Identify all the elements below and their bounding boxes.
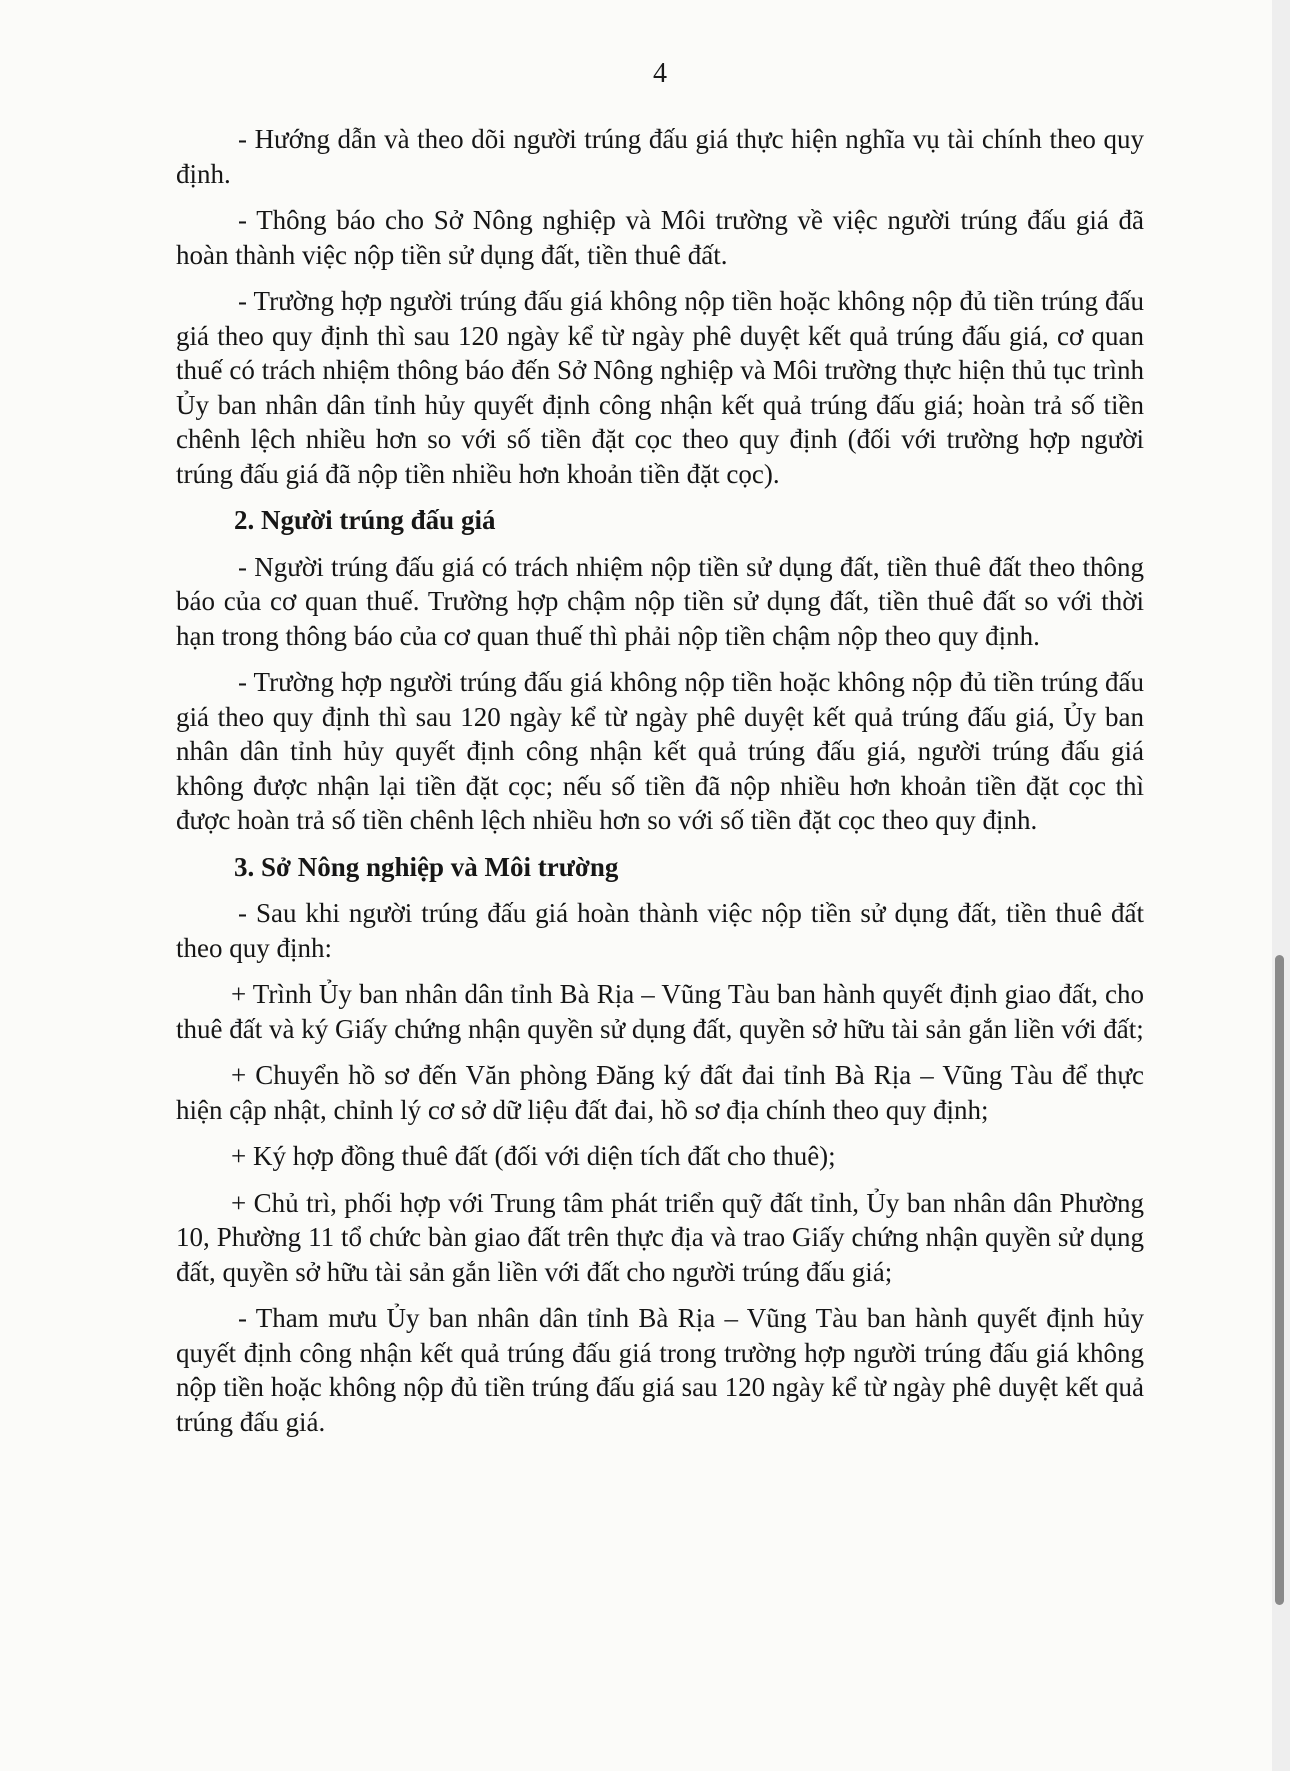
page-number: 4 — [653, 58, 667, 89]
paragraph-tax-guidance: - Hướng dẫn và theo dõi người trúng đấu giá thực hiện nghĩa vụ tài chính theo quy định. — [176, 124, 1144, 189]
document-body — [176, 122, 1144, 1451]
paragraph-tax-notify: - Thông báo cho Sở Nông nghiệp và Môi trường về việc người trúng đấu giá đã hoàn thành việc nộp tiền sử dụng đất, tiền thuê đất. — [176, 205, 1144, 270]
list-item-lease-contract: + Ký hợp đồng thuê đất (đối với diện tích đất cho thuê); — [231, 1141, 836, 1171]
paragraph-winner-payment: - Người trúng đấu giá có trách nhiệm nộp tiền sử dụng đất, tiền thuê đất theo thông báo của cơ quan thuế. Trường hợp chậm nộp tiền sử dụng đất, tiền thuê đất so với thời hạn trong thông báo của cơ quan thuế thì phải nộp tiền chậm nộp theo quy định. — [176, 551, 1144, 651]
paragraph-tax-nonpayment: - Trường hợp người trúng đấu giá không nộp tiền hoặc không nộp đủ tiền trúng đấu giá theo quy định thì sau 120 ngày kể từ ngày phê duyệt kết quả trúng đấu giá, cơ quan thuế có trách nhiệm thông báo đến Sở Nông nghiệp và Môi trường thực hiện thủ tục trình Ủy ban nhân dân tỉnh hủy quyết định công nhận kết quả trúng đấu giá; hoàn trả số tiền chênh lệch nhiều hơn so với số tiền đặt cọc theo quy định (đối với trường hợp người trúng đấu giá đã nộp tiền nhiều hơn khoản tiền đặt cọc). — [176, 286, 1144, 489]
section-heading-department: 3. Sở Nông nghiệp và Môi trường — [234, 851, 619, 882]
scrollbar[interactable] — [1275, 955, 1284, 1605]
paragraph-winner-nonpayment: - Trường hợp người trúng đấu giá không nộp tiền hoặc không nộp đủ tiền trúng đấu giá theo quy định thì sau 120 ngày kể từ ngày phê duyệt kết quả trúng đấu giá, Ủy ban nhân dân tỉnh hủy quyết định công nhận kết quả trúng đấu giá, người trúng đấu giá không được nhận lại tiền đặt cọc; nếu số tiền đã nộp nhiều hơn khoản tiền đặt cọc thì được hoàn trả số tiền chênh lệch nhiều hơn so với số tiền đặt cọc theo quy định. — [176, 667, 1144, 835]
paragraph-advise-cancellation: - Tham mưu Ủy ban nhân dân tỉnh Bà Rịa – Vũng Tàu ban hành quyết định hủy quyết định công nhận kết quả trúng đấu giá trong trường hợp người trúng đấu giá không nộp tiền hoặc không nộp đủ tiền trúng đấu giá sau 120 ngày kể từ ngày phê duyệt kết quả trúng đấu giá. — [176, 1303, 1144, 1437]
paragraph-department-after-payment: - Sau khi người trúng đấu giá hoàn thành việc nộp tiền sử dụng đất, tiền thuê đất theo quy định: — [176, 898, 1144, 963]
list-item-transfer-records: + Chuyển hồ sơ đến Văn phòng Đăng ký đất đai tỉnh Bà Rịa – Vũng Tàu để thực hiện cập nhật, chỉnh lý cơ sở dữ liệu đất đai, hồ sơ địa chính theo quy định; — [176, 1060, 1144, 1125]
list-item-handover-land: + Chủ trì, phối hợp với Trung tâm phát triển quỹ đất tỉnh, Ủy ban nhân dân Phường 10, Phường 11 tổ chức bàn giao đất trên thực địa và trao Giấy chứng nhận quyền sử dụng đất, quyền sở hữu tài sản gắn liền với đất cho người trúng đấu giá; — [176, 1187, 1144, 1287]
section-heading-winner: 2. Người trúng đấu giá — [234, 505, 496, 535]
list-item-submit-decision: + Trình Ủy ban nhân dân tỉnh Bà Rịa – Vũng Tàu ban hành quyết định giao đất, cho thuê đất và ký Giấy chứng nhận quyền sử dụng đất, quyền sở hữu tài sản gắn liền với đất; — [176, 979, 1144, 1044]
